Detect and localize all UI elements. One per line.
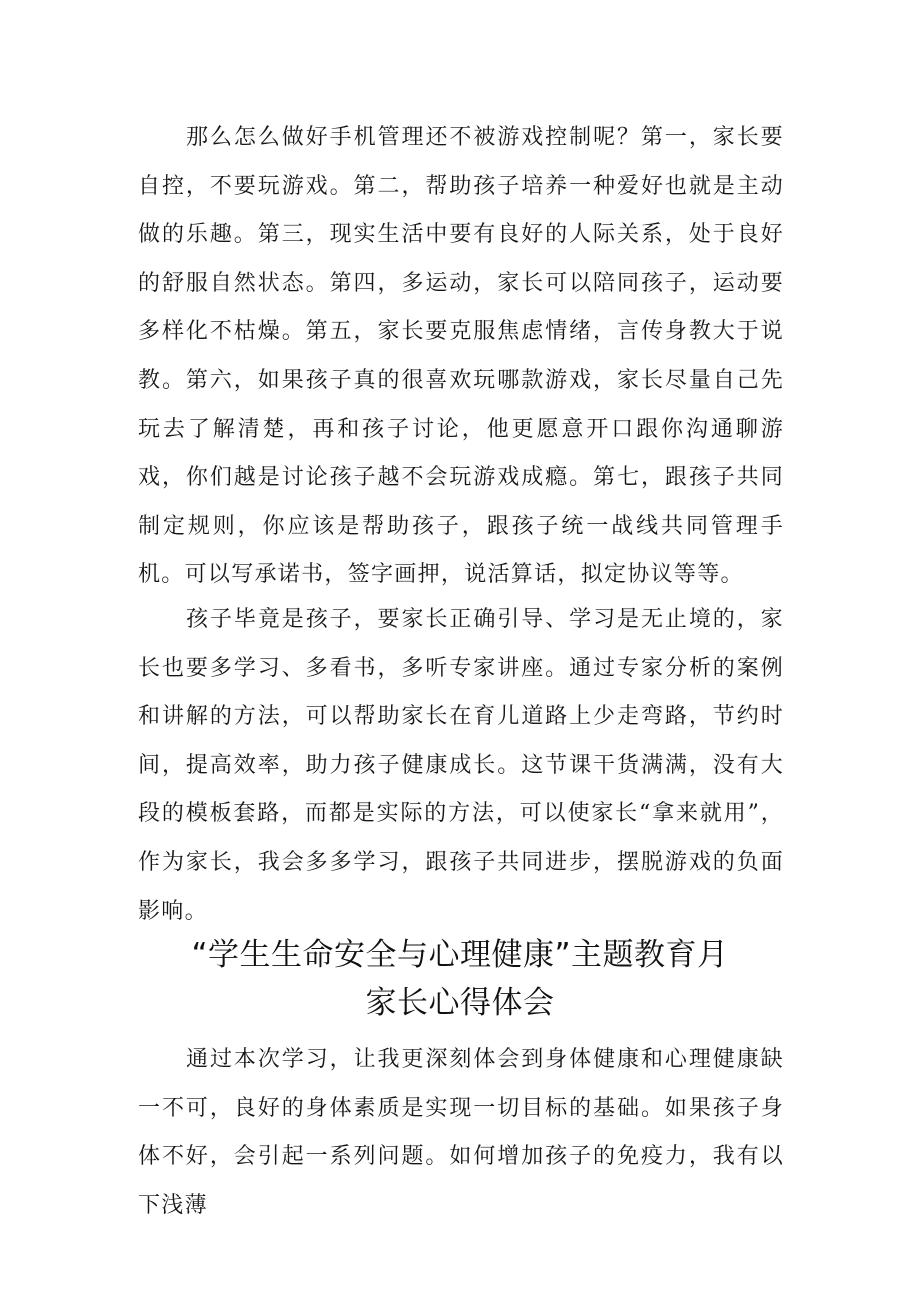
body-paragraph-parent-learning: 孩子毕竟是孩子，要家长正确引导、学习是无止境的，家长也要多学习、多看书，多听专家讲座。通过专家分析的案例和讲解的方法，可以帮助家长在育儿道路上少走弯路，节约时间，提高效率，助力孩子健康成长。这节课干货满满，没有大段的模板套路，而都是实际的方法，可以使家长“拿来就用”，作为家长，我会多多学习，跟孩子共同进步，摆脱游戏的负面影响。 [138,607,784,924]
body-paragraph-phone-management: 那么怎么做好手机管理还不被游戏控制呢？第一，家长要自控，不要玩游戏。第二，帮助孩子培养一种爱好也就是主动做的乐趣。第三，现实生活中要有良好的人际关系，处于良好的舒服自然状态。第四，多运动，家长可以陪同孩子，运动要多样化不枯燥。第五，家长要克服焦虑情绪，言传身教大于说教。第六，如果孩子真的很喜欢玩哪款游戏，家长尽量自己先玩去了解清楚，再和孩子讨论，他更愿意开口跟你沟通聊游戏，你们越是讨论孩子越不会玩游戏成瘾。第七，跟孩子共同制定规则，你应该是帮助孩子，跟孩子统一战线共同管理手机。可以写承诺书，签字画押，说活算话，拟定协议等等。 [138,125,784,588]
section-title-line-2: 家长心得体会 [365,985,555,1021]
section-title-line-1: “学生生命安全与心理健康”主题教育月 [191,937,729,973]
body-paragraph-health-intro: 通过本次学习，让我更深刻体会到身体健康和心理健康缺一不可，良好的身体素质是实现一切目标的基础。如果孩子身体不好，会引起一系列问题。如何增加孩子的免疫力，我有以下浅薄 [138,1047,784,1218]
